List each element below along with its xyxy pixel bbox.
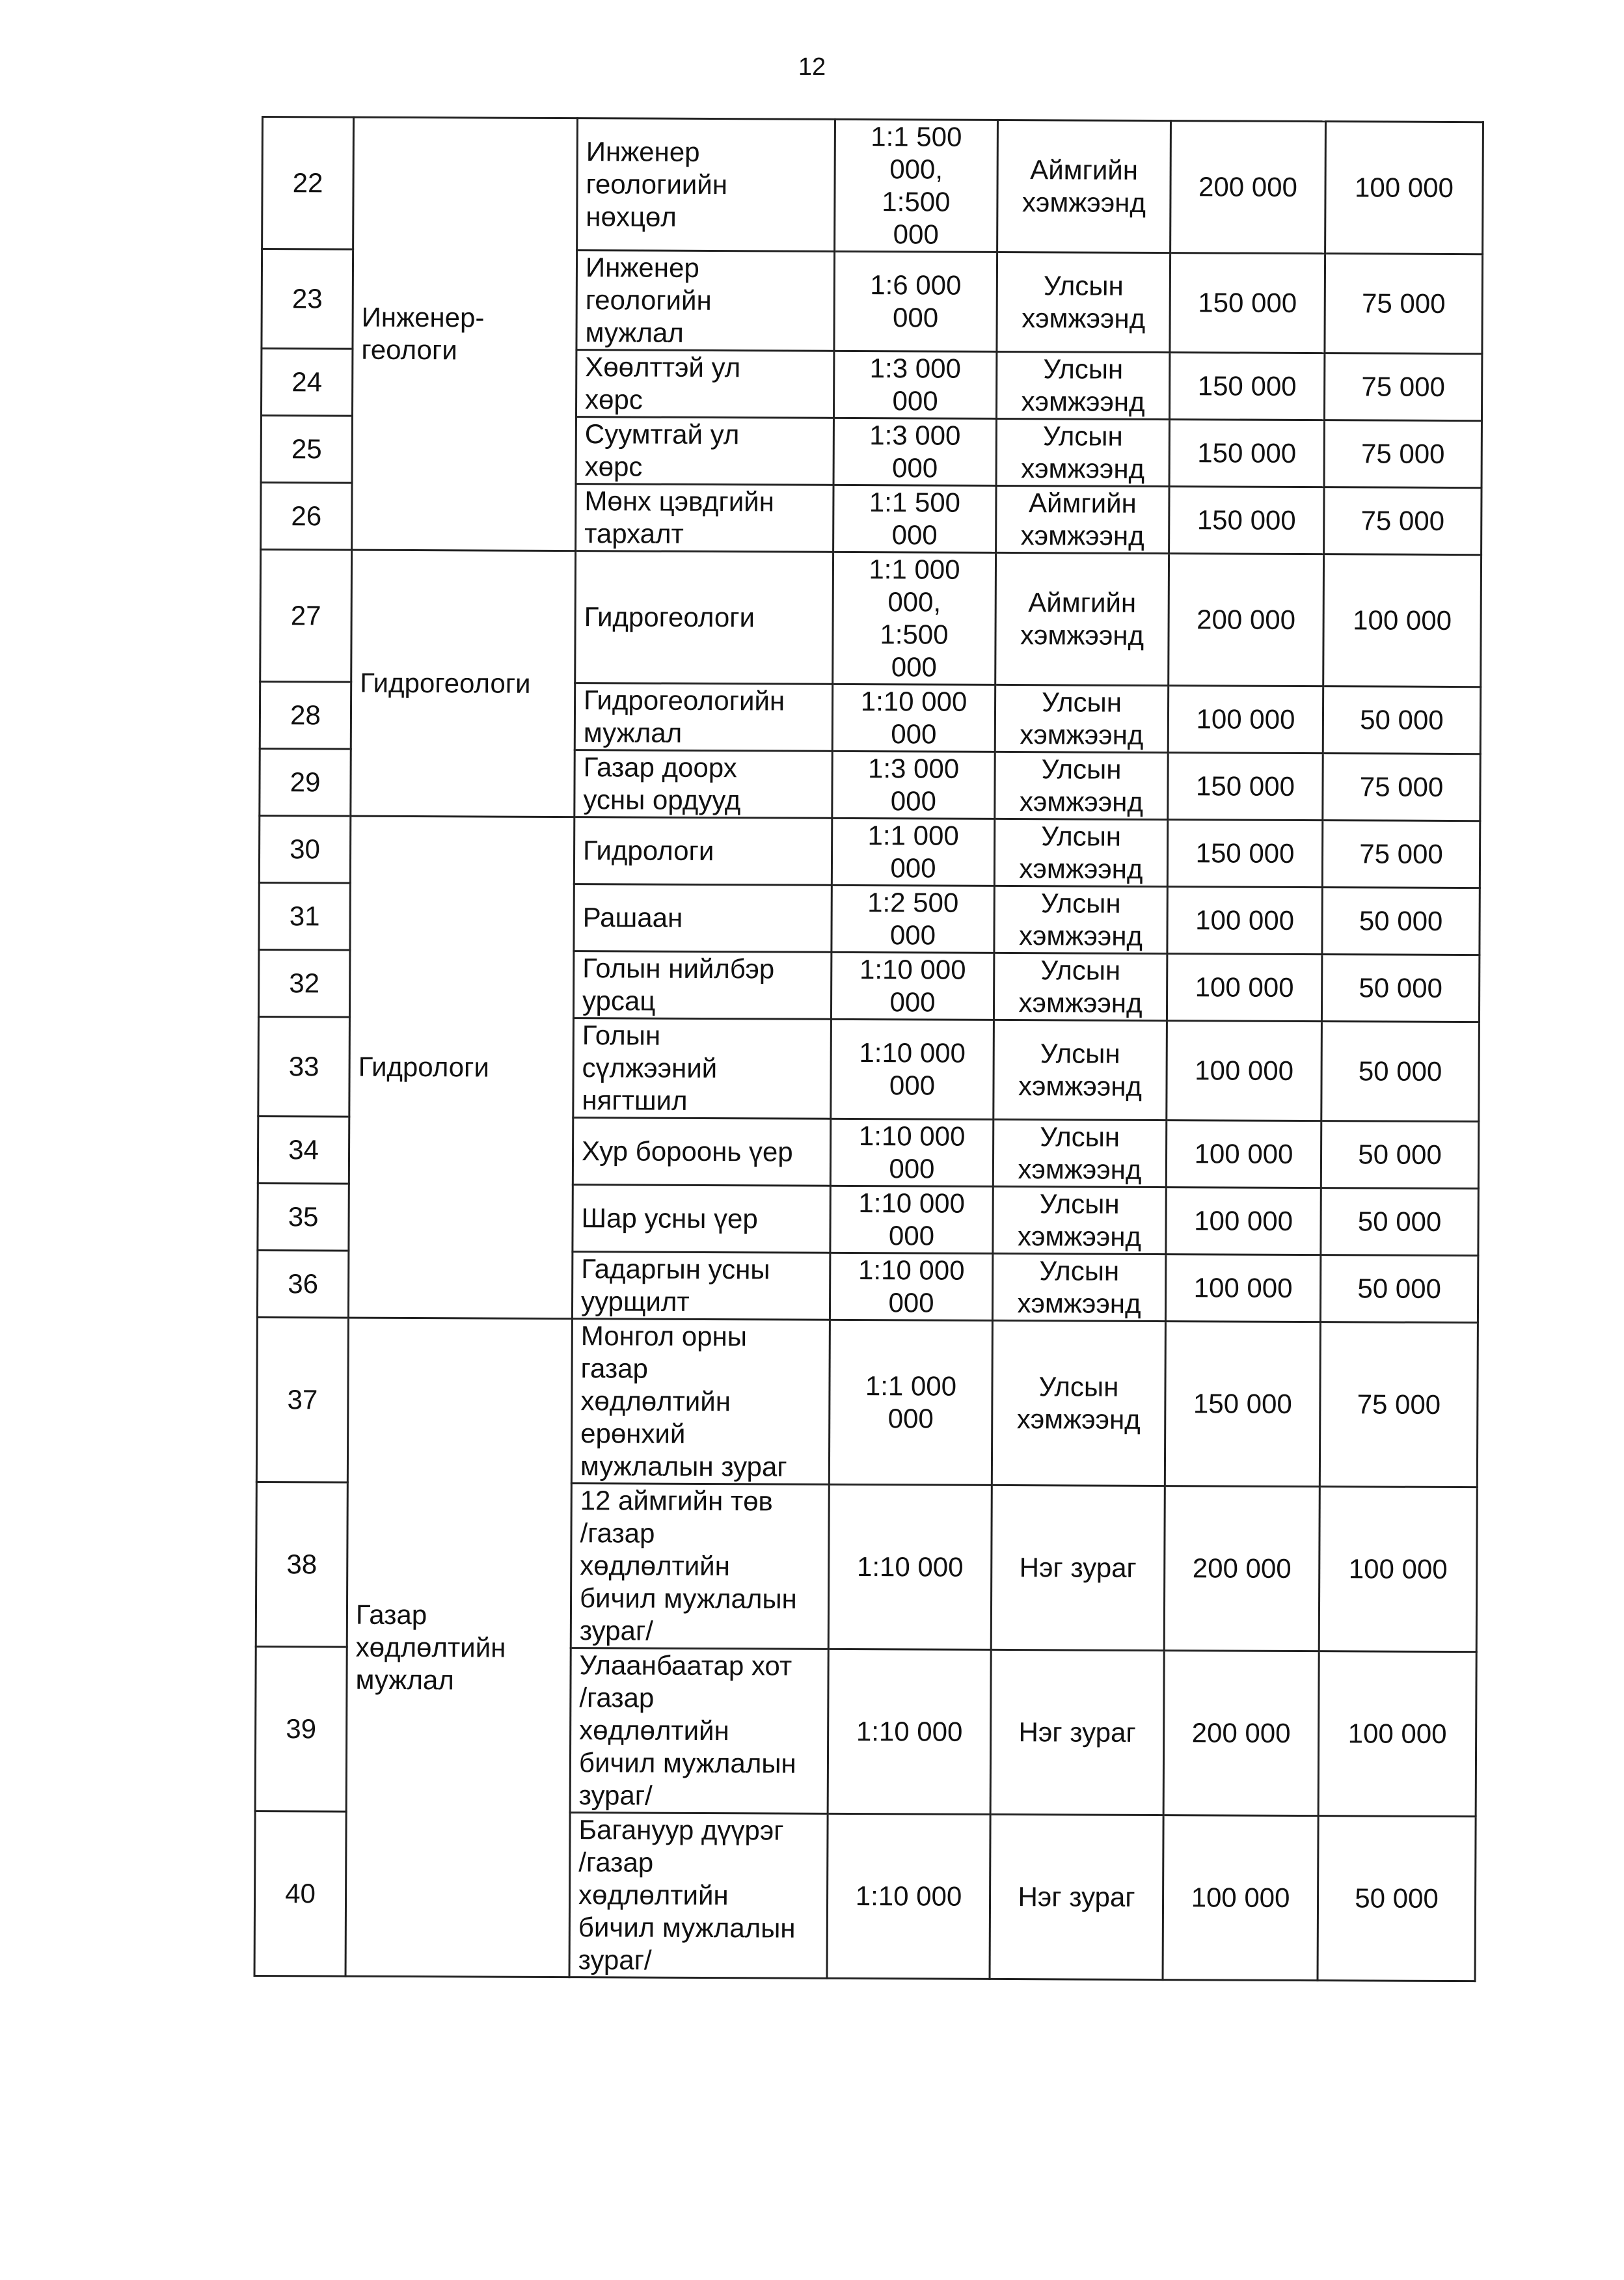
row-number: 35 <box>258 1183 349 1251</box>
scale-cell: 1:3 000 000 <box>832 751 995 819</box>
discount-price-cell: 100 000 <box>1319 1487 1477 1652</box>
discount-price-cell: 100 000 <box>1318 1651 1476 1817</box>
scope-cell: Улсын хэмжээнд <box>992 1253 1165 1321</box>
scale-cell: 1:10 000 <box>827 1813 990 1979</box>
scope-cell: Нэг зураг <box>990 1814 1163 1979</box>
map-name-cell: Хур бороонь үер <box>573 1118 830 1186</box>
price-cell: 100 000 <box>1166 1120 1321 1188</box>
scale-cell: 1:10 000 000 <box>830 1119 993 1186</box>
map-name-cell: Гидрогеологи <box>575 551 833 685</box>
scope-cell: Аймгийн хэмжээнд <box>995 552 1169 685</box>
scope-cell: Нэг зураг <box>991 1485 1165 1650</box>
discount-price-cell: 75 000 <box>1322 821 1480 888</box>
scope-cell: Улсын хэмжээнд <box>995 752 1168 819</box>
scale-cell: 1:1 000 000, 1:500 000 <box>833 552 996 685</box>
scale-cell: 1:3 000 000 <box>833 418 996 485</box>
price-cell: 100 000 <box>1168 686 1323 753</box>
group-label: Гидрогеологи <box>351 550 576 817</box>
table-row <box>260 550 1482 687</box>
map-name-cell: Мөнх цэвдгийн тархалт <box>576 484 833 552</box>
row-number: 33 <box>258 1016 350 1117</box>
row-number: 38 <box>256 1482 347 1647</box>
row-number: 34 <box>258 1116 349 1184</box>
map-name-cell: Инженер геологиийн нөхцөл <box>577 118 835 252</box>
row-number: 37 <box>256 1317 348 1482</box>
tariff-table <box>254 116 1484 1982</box>
group-label: Гидрологи <box>348 816 574 1318</box>
row-number: 27 <box>260 550 352 683</box>
scope-cell: Улсын хэмжээнд <box>994 1020 1167 1120</box>
row-number: 29 <box>260 748 351 816</box>
group-label: Инженер- геологи <box>352 117 578 550</box>
price-cell: 150 000 <box>1169 353 1324 420</box>
table-row <box>262 117 1483 254</box>
scale-cell: 1:10 000 000 <box>831 952 994 1020</box>
table-row <box>256 1317 1478 1487</box>
map-name-cell: 12 аймгийн төв /газар хөдлөлтийн бичил мужлалын зураг/ <box>571 1484 829 1649</box>
scope-cell: Улсын хэмжээнд <box>993 1186 1166 1254</box>
scope-cell: Улсын хэмжээнд <box>996 418 1169 486</box>
row-number: 25 <box>261 416 352 483</box>
map-name-cell: Рашаан <box>574 884 832 953</box>
scope-cell: Улсын хэмжээнд <box>995 685 1168 752</box>
discount-price-cell: 75 000 <box>1320 1322 1478 1487</box>
map-name-cell: Шар усны үер <box>573 1185 830 1253</box>
discount-price-cell: 50 000 <box>1322 888 1480 955</box>
price-cell: 200 000 <box>1171 121 1326 254</box>
discount-price-cell: 75 000 <box>1325 254 1483 354</box>
row-number: 23 <box>262 249 353 349</box>
price-cell: 150 000 <box>1169 487 1324 554</box>
row-number: 40 <box>254 1811 346 1976</box>
scale-cell: 1:10 000 <box>828 1649 991 1814</box>
price-cell: 100 000 <box>1167 1021 1322 1121</box>
map-name-cell: Инженер геологийн мужлал <box>576 251 835 351</box>
scope-cell: Улсын хэмжээнд <box>992 1320 1165 1486</box>
discount-price-cell: 50 000 <box>1321 1022 1480 1122</box>
table-row <box>259 815 1480 888</box>
row-number: 39 <box>255 1646 347 1812</box>
map-name-cell: Улаанбаатар хот /газар хөдлөлтийн бичил мужлалын зураг/ <box>570 1648 828 1814</box>
scope-cell: Улсын хэмжээнд <box>996 351 1169 419</box>
discount-price-cell: 75 000 <box>1324 487 1482 555</box>
map-name-cell: Газар доорх усны ордууд <box>575 750 832 819</box>
discount-price-cell: 50 000 <box>1321 955 1479 1022</box>
scope-cell: Аймгийн хэмжээнд <box>996 485 1169 553</box>
discount-price-cell: 50 000 <box>1318 1816 1476 1981</box>
scope-cell: Улсын хэмжээнд <box>994 953 1167 1020</box>
scope-cell: Улсын хэмжээнд <box>994 886 1167 953</box>
map-name-cell: Багануур дүүрэг /газар хөдлөлтийн бичил мужлалын зураг/ <box>569 1813 828 1979</box>
row-number: 36 <box>257 1250 348 1318</box>
group-label: Газар хөдлөлтийн мужлал <box>345 1318 572 1977</box>
map-name-cell: Гидрогеологийн мужлал <box>575 683 832 752</box>
row-number: 26 <box>261 483 352 550</box>
page-number: 12 <box>798 53 826 81</box>
price-cell: 100 000 <box>1167 954 1321 1022</box>
discount-price-cell: 75 000 <box>1324 420 1482 488</box>
map-name-cell: Хөөлттэй ул хөрс <box>576 350 833 418</box>
row-number: 24 <box>261 349 352 416</box>
price-cell: 200 000 <box>1163 1651 1319 1816</box>
discount-price-cell: 75 000 <box>1323 753 1480 821</box>
row-number: 28 <box>260 681 351 749</box>
scope-cell: Аймгийн хэмжээнд <box>997 120 1171 252</box>
price-cell: 200 000 <box>1164 1486 1320 1651</box>
scale-cell: 1:1 500 000, 1:500 000 <box>835 119 998 252</box>
price-cell: 200 000 <box>1169 554 1324 686</box>
discount-price-cell: 100 000 <box>1323 554 1482 687</box>
scale-cell: 1:1 000 000 <box>829 1320 992 1485</box>
price-cell: 150 000 <box>1165 1322 1320 1487</box>
map-name-cell: Голын сүлжээний нягтшил <box>573 1018 832 1119</box>
price-cell: 100 000 <box>1166 1188 1321 1255</box>
scope-cell: Нэг зураг <box>990 1649 1164 1815</box>
scale-cell: 1:10 000 000 <box>832 684 995 752</box>
scale-cell: 1:1 500 000 <box>833 485 996 552</box>
scope-cell: Улсын хэмжээнд <box>994 819 1167 886</box>
row-number: 32 <box>258 949 349 1017</box>
discount-price-cell: 100 000 <box>1325 122 1483 254</box>
map-name-cell: Гидрологи <box>574 817 832 886</box>
row-number: 30 <box>259 815 350 883</box>
price-cell: 100 000 <box>1165 1255 1320 1322</box>
scale-cell: 1:10 000 000 <box>830 1253 992 1320</box>
scale-cell: 1:2 500 000 <box>832 885 994 953</box>
discount-price-cell: 50 000 <box>1320 1255 1478 1323</box>
scale-cell: 1:10 000 000 <box>831 1019 994 1119</box>
scale-cell: 1:3 000 000 <box>833 351 996 418</box>
row-number: 31 <box>259 882 350 950</box>
price-cell: 150 000 <box>1168 753 1323 821</box>
price-cell: 150 000 <box>1167 820 1322 888</box>
price-cell: 100 000 <box>1163 1815 1318 1981</box>
scale-cell: 1:6 000 000 <box>834 251 997 351</box>
scale-cell: 1:10 000 <box>828 1484 992 1649</box>
map-name-cell: Суумтгай ул хөрс <box>576 417 833 485</box>
map-name-cell: Гадаргын усны уурщилт <box>572 1252 830 1320</box>
price-cell: 150 000 <box>1169 420 1324 487</box>
scale-cell: 1:1 000 000 <box>832 818 994 886</box>
row-number: 22 <box>262 117 354 250</box>
scope-cell: Улсын хэмжээнд <box>993 1119 1166 1187</box>
map-name-cell: Монгол орны газар хөдлөлтийн ерөнхий мужлалын зураг <box>571 1319 830 1485</box>
discount-price-cell: 50 000 <box>1323 686 1480 754</box>
discount-price-cell: 50 000 <box>1321 1121 1478 1189</box>
price-cell: 150 000 <box>1170 253 1325 353</box>
discount-price-cell: 50 000 <box>1321 1188 1478 1256</box>
price-cell: 100 000 <box>1167 887 1322 955</box>
map-name-cell: Голын нийлбэр урсац <box>573 951 831 1020</box>
scope-cell: Улсын хэмжээнд <box>997 252 1171 352</box>
scale-cell: 1:10 000 000 <box>830 1186 993 1253</box>
discount-price-cell: 75 000 <box>1324 353 1482 421</box>
